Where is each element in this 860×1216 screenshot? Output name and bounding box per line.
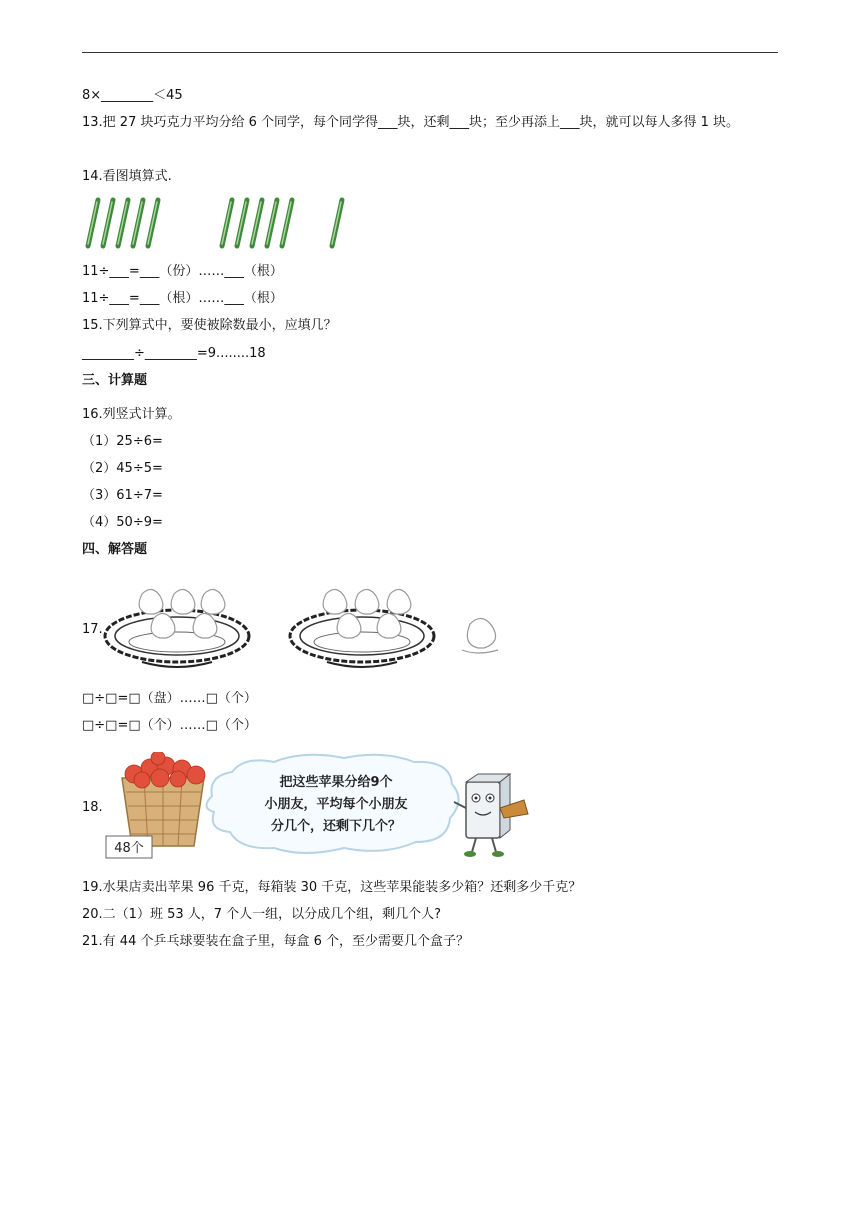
question-16: 16.列竖式计算。	[82, 407, 181, 422]
loose-peach	[462, 618, 498, 653]
plate-2	[290, 610, 434, 667]
question-16-item-4: （4）50÷9=	[82, 515, 163, 530]
question-16-item-3: （3）61÷7=	[82, 488, 163, 503]
book-character	[454, 774, 528, 857]
question-16-item-2: （2）45÷5=	[82, 461, 163, 476]
question-17-eq1: □÷□=□（盘）……□（个）	[82, 691, 257, 706]
question-14-eq1: 11÷___=___（份）……___（根）	[82, 264, 283, 279]
peaches-2	[323, 589, 411, 638]
bubble-line-1: 把这些苹果分给9个	[279, 775, 393, 790]
question-16-item-1: （1）25÷6=	[82, 434, 163, 449]
single-stick	[332, 200, 342, 246]
section-4-heading: 四、解答题	[82, 542, 148, 557]
sticks-figure	[84, 196, 364, 252]
question-15: 15.下列算式中，要使被除数最小，应填几？	[82, 318, 337, 333]
question-14-eq2: 11÷___=___（根）……___（根）	[82, 291, 283, 306]
question-14: 14.看图填算式.	[82, 169, 172, 184]
question-21: 21.有 44 个乒乓球要装在盒子里，每盒 6 个，至少需要几个盒子？	[82, 934, 470, 949]
peach-plates-figure	[102, 580, 502, 675]
question-17-eq2: □÷□=□（个）……□（个）	[82, 718, 257, 733]
bubble-line-2: 小朋友，平均每个小朋友	[264, 797, 408, 812]
basket-label: 48个	[114, 841, 144, 856]
question-19: 19.水果店卖出苹果 96 千克，每箱装 30 千克，这些苹果能装多少箱？还剩多少千克？	[82, 880, 582, 895]
q12-tail: 8×________＜45	[82, 88, 183, 103]
question-13: 13.把 27 块巧克力平均分给 6 个同学，每个同学得___块，还剩___块；至少再添上___块，就可以每人多得 1 块。	[82, 115, 740, 130]
peaches-1	[139, 589, 225, 638]
question-18: 18.	[82, 800, 103, 815]
plate-1	[105, 610, 249, 667]
question-15-eq: ________÷________=9........18	[82, 346, 266, 361]
question-17: 17.	[82, 622, 103, 637]
bubble-line-3: 分几个，还剩下几个？	[270, 819, 402, 834]
section-3-heading: 三、计算题	[82, 373, 148, 388]
apple-basket-figure	[104, 752, 536, 864]
speech-bubble	[206, 755, 458, 853]
header-rule	[82, 52, 778, 53]
apples	[125, 752, 205, 788]
question-20: 20.二（1）班 53 人，7 个人一组，以分成几个组，剩几个人?	[82, 907, 442, 922]
